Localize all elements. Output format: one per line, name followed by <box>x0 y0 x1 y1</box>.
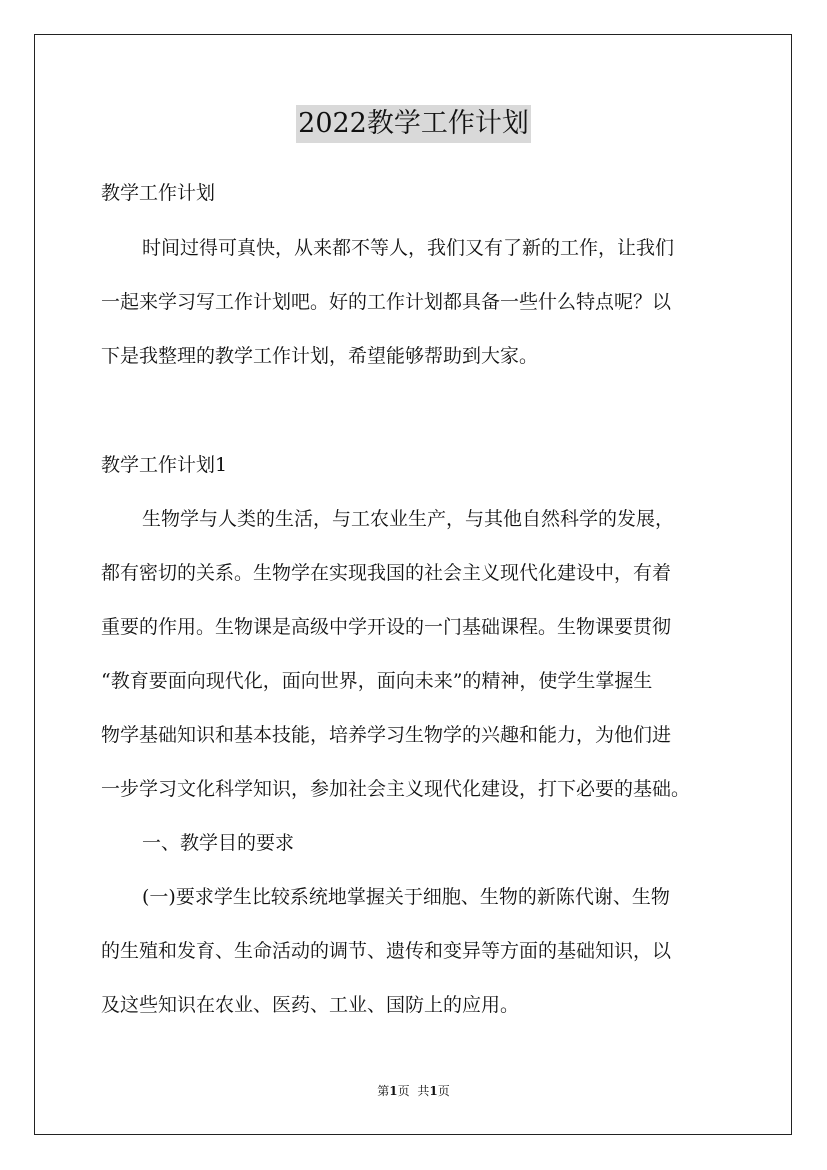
item-line: (一)要求学生比较系统地掌握关于细胞、生物的新陈代谢、生物 <box>142 886 670 908</box>
section-heading: 教学工作计划1 <box>101 454 228 476</box>
body-line: 重要的作用。生物课是高级中学开设的一门基础课程。生物课要贯彻 <box>101 616 672 638</box>
body-line: 都有密切的关系。生物学在实现我国的社会主义现代化建设中，有着 <box>101 562 672 584</box>
total-prefix: 共 <box>417 1084 430 1098</box>
page-prefix: 第 <box>377 1084 390 1098</box>
body-line: 一步学习文化科学知识，参加社会主义现代化建设，打下必要的基础。 <box>101 778 691 800</box>
document-title-text: 2022教学工作计划 <box>296 105 531 143</box>
subheading: 一、教学目的要求 <box>142 832 295 854</box>
body-line: 生物学与人类的生活，与工农业生产，与其他自然科学的发展， <box>142 508 675 530</box>
total-suffix: 页 <box>437 1084 450 1098</box>
intro-line: 一起来学习写工作计划吧。好的工作计划都具备一些什么特点呢？以 <box>101 291 672 313</box>
page-suffix: 页 <box>397 1084 410 1098</box>
main-heading: 教学工作计划 <box>101 182 216 204</box>
intro-line: 时间过得可真快，从来都不等人，我们又有了新的工作，让我们 <box>142 237 675 259</box>
body-line: 物学基础知识和基本技能，培养学习生物学的兴趣和能力，为他们进 <box>101 724 672 746</box>
body-line: “教育要面向现代化，面向世界，面向未来”的精神，使学生掌握生 <box>101 670 653 692</box>
item-line: 的生殖和发育、生命活动的调节、遗传和变异等方面的基础知识，以 <box>101 940 672 962</box>
total-pages: 1 <box>429 1084 438 1098</box>
item-line: 及这些知识在农业、医药、工业、国防上的应用。 <box>101 994 520 1016</box>
intro-line: 下是我整理的教学工作计划，希望能够帮助到大家。 <box>101 345 539 367</box>
page-number: 1 <box>389 1084 398 1098</box>
document-title <box>0 102 827 143</box>
page-footer <box>0 1083 827 1099</box>
